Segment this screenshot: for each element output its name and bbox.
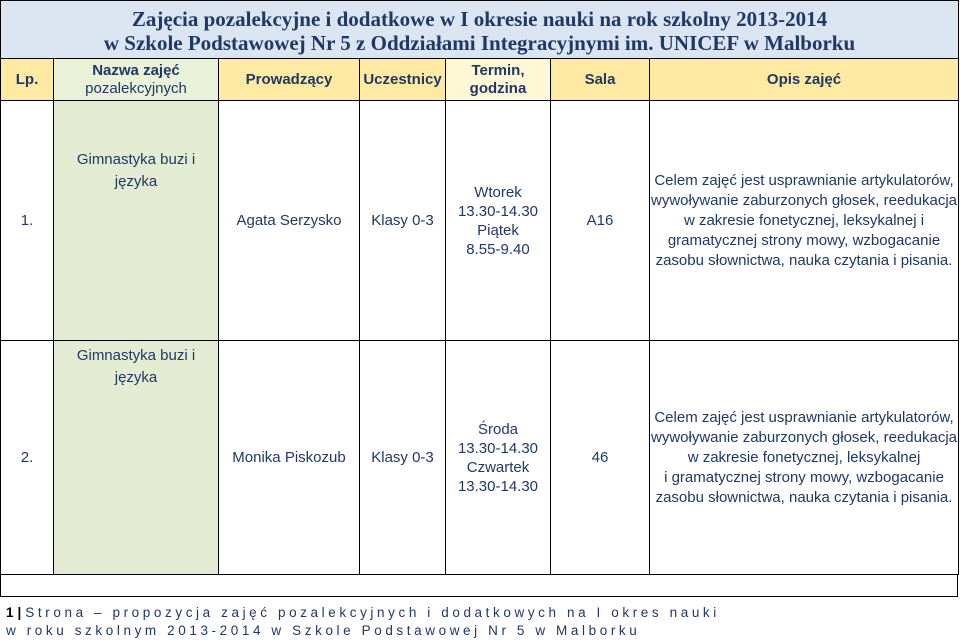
row-1-name-line-2: języka [114, 173, 158, 190]
header-participants-label: Uczestnicy [363, 70, 442, 88]
header-teacher-label: Prowadzący [245, 70, 333, 88]
row-1-term-time-2: 8.55-9.40 [466, 240, 530, 258]
document-title [1, 1, 959, 59]
footer-text-1: Strona – propozycja zajęć pozalekcyjnych i dodatkowych na I okres nauki [25, 605, 720, 620]
row-2-description [650, 341, 959, 575]
row-2-teacher: Monika Piskozub [219, 341, 360, 575]
row-2-name-line-1: Gimnastyka buzi i [76, 347, 196, 364]
table-border-left [0, 574, 10, 596]
row-1-term [446, 101, 551, 341]
header-name-line-1: Nazwa zajęć [92, 61, 180, 79]
footer-line-1 [6, 604, 956, 622]
row-1-term-day-2: Piątek [477, 221, 519, 239]
header-room [551, 59, 650, 101]
page-number: 1 [6, 605, 14, 620]
row-1-lp: 1. [1, 101, 54, 341]
header-participants [360, 59, 446, 101]
header-description [650, 59, 959, 101]
row-2-term-day-1: Środa [477, 420, 519, 438]
row-2-description-line: Celem zajęć jest usprawnianie artykulatorów, [654, 408, 954, 426]
row-2-description-line: zasobu słownictwa, nauka czytania i pisania. [655, 488, 953, 506]
row-2-name [54, 341, 219, 575]
header-term [446, 59, 551, 101]
row-1-name-line-1: Gimnastyka buzi i [76, 151, 196, 168]
header-term-line-1: Termin, [471, 61, 525, 79]
title-line-2: w Szkole Podstawowej Nr 5 z Oddziałami Integracyjnymi im. UNICEF w Malborku [103, 30, 856, 55]
row-1-teacher: Agata Serzysko [219, 101, 360, 341]
row-2-participants: Klasy 0-3 [360, 341, 446, 575]
header-teacher [219, 59, 360, 101]
table-border-bottom [0, 596, 958, 597]
page-footer [6, 604, 956, 640]
row-1-term-day-1: Wtorek [474, 183, 522, 201]
row-1-room: A16 [551, 101, 650, 341]
row-1-term-time-1: 13.30-14.30 [457, 202, 539, 220]
row-2-term-time-1: 13.30-14.30 [457, 439, 539, 457]
header-lp [1, 59, 54, 101]
row-1-description [650, 101, 959, 341]
row-2-term [446, 341, 551, 575]
row-2-lp: 2. [1, 341, 54, 575]
row-1-description-line: w zakresie fonetycznej, leksykalnej i [683, 211, 925, 229]
table-row [1, 341, 959, 575]
row-2-description-line: wywoływanie zaburzonych głosek, reedukacja [651, 428, 957, 446]
row-2-description-line: i gramatycznej strony mowy, wzbogacanie [664, 468, 944, 486]
row-2-term-time-2: 13.30-14.30 [457, 477, 539, 495]
row-2-name-line-2: języka [114, 369, 158, 386]
row-1-description-line: wywoływanie zaburzonych głosek, reedukacja [651, 191, 957, 209]
footer-line-2: w roku szkolnym 2013-2014 w Szkole Podstawowej Nr 5 w Malborku [6, 623, 641, 638]
row-1-name [54, 101, 219, 341]
table-border-right [956, 574, 958, 596]
row-1-description-line: Celem zajęć jest usprawnianie artykulatorów, [654, 171, 954, 189]
row-1-participants: Klasy 0-3 [360, 101, 446, 341]
row-2-description-line: w zakresie fonetycznej, leksykalnej [687, 448, 921, 466]
header-name [54, 59, 219, 101]
header-name-line-2: pozalekcyjnych [85, 79, 187, 97]
row-2-room: 46 [551, 341, 650, 575]
header-room-label: Sala [584, 70, 616, 88]
header-description-label: Opis zajęć [766, 70, 842, 88]
header-term-line-2: godzina [469, 79, 527, 97]
row-1-description-line: gramatycznej strony mowy, wzbogacanie [667, 231, 941, 249]
row-1-description-line: zasobu słownictwa, nauka czytania i pisania. [655, 251, 953, 269]
table-row [1, 101, 959, 341]
header-lp-label: Lp. [15, 70, 39, 88]
title-line-1: Zajęcia pozalekcyjne i dodatkowe w I okresie nauki na rok szkolny 2013-2014 [131, 6, 828, 31]
footer-separator: | [17, 605, 22, 620]
row-2-term-day-2: Czwartek [466, 458, 530, 476]
